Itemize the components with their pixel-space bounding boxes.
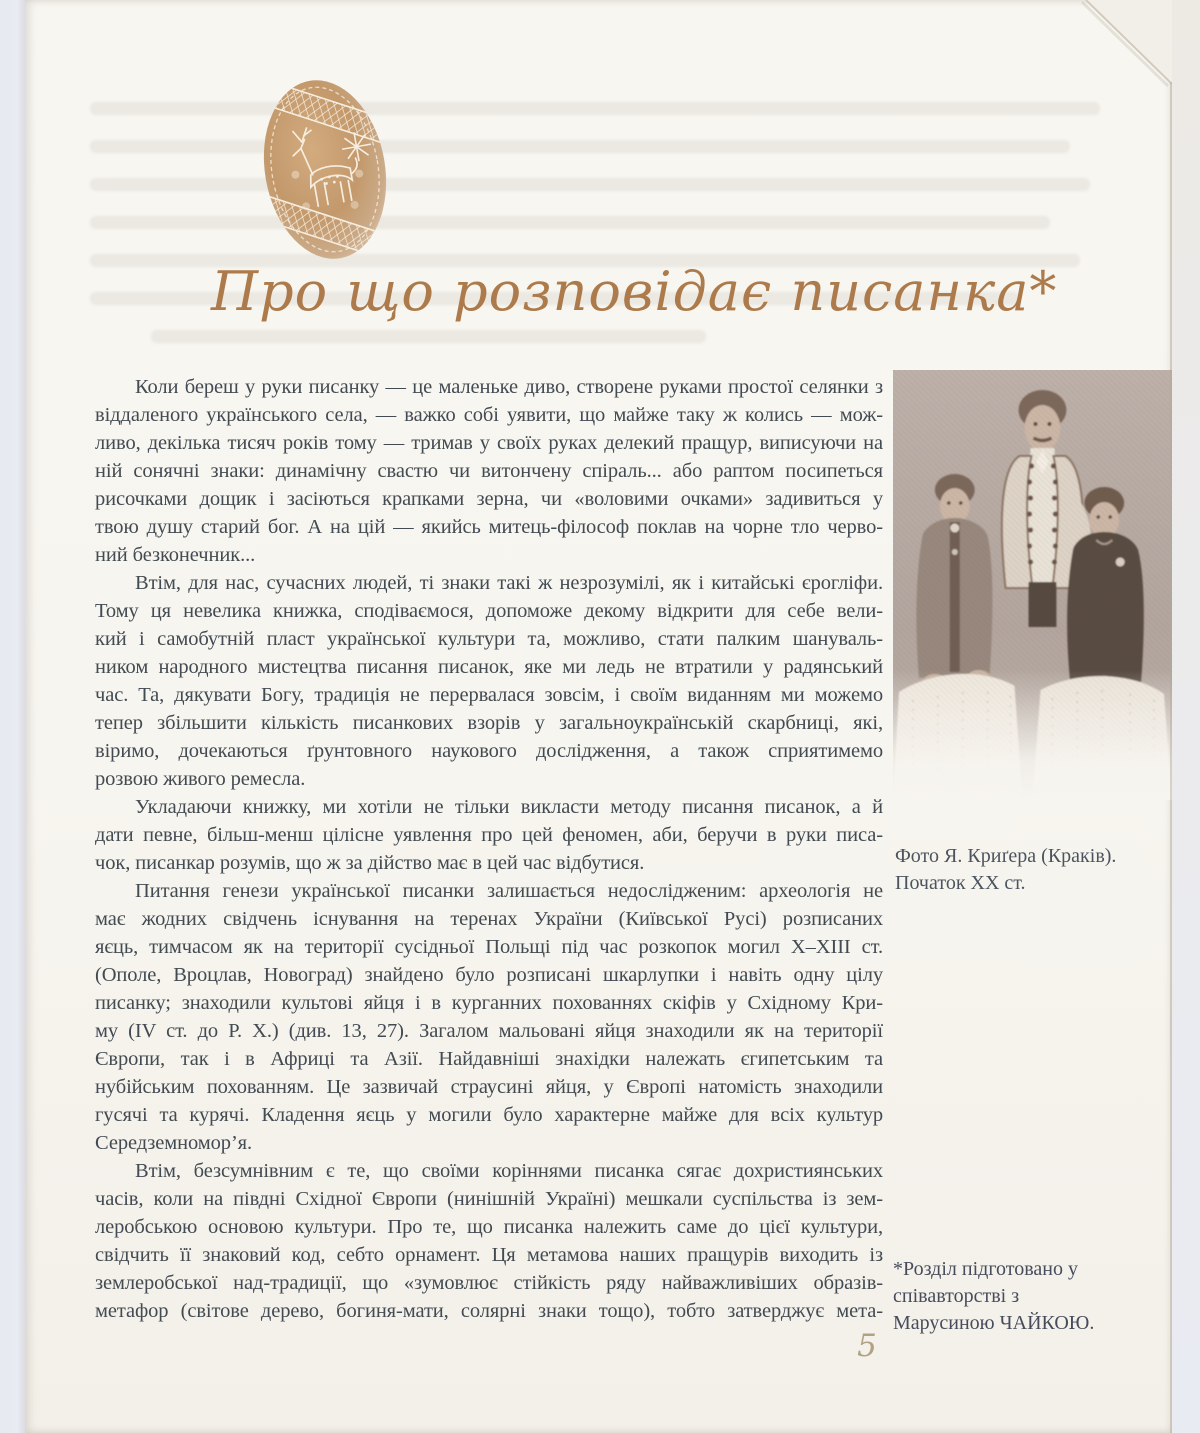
body-text-line: землеробської над-традиції, що «зумовлює стійкість ряду найважливіших образів- [95,1272,883,1294]
body-text-line: писанку; знаходили культові яйця і в курганних похованнях скіфів у Східному Кри- [95,992,883,1014]
body-text-line: Європи, так і в Африці та Азії. Найдавніші знахідки належать єгипетським та [95,1048,883,1070]
body-text-line: чок, писанкар розумів, що ж за дійство має в цей час відбутися. [95,852,645,874]
portrait-photo [893,370,1172,800]
body-text-line: Тому ця невелика книжка, сподіваємося, допоможе декому відкрити для себе вели- [95,600,883,622]
body-text-line: леробською основою культури. Про те, що писанка належить саме до цієї культури, [95,1216,883,1238]
body-text-line: тепер збільшити кількість писанкових взорів у загальноукраїнській скарбниці, які, [95,712,883,734]
photo-caption [895,843,1170,897]
photo-caption-line: Початок XX ст. [895,872,1026,894]
body-text-line: му (IV ст. до Р. Х.) (див. 13, 27). Загалом мальовані яйця знаходили як на території [95,1020,883,1042]
scanner-margin-left [0,0,25,1433]
body-text-line: розвою живого ремесла. [95,768,306,790]
photo-caption-line: Фото Я. Криґера (Краків). [895,845,1117,867]
body-text-line: твою душу старий бог. А на цій — якийсь митець-філософ поклав на чорне тло черво- [95,516,883,538]
body-text-line: Втім, безсумнівним є те, що своїми коріннями писанка сягає дохристиянських [135,1160,883,1182]
body-text-line: кий і самобутній пласт української культури та, можливо, стати палким шануваль- [95,628,883,650]
page-right-edge [1170,82,1172,1433]
body-text-line: дати певне, більш-менш цілісне уявлення про цей феномен, аби, беручи в руки писа- [95,824,883,846]
bleedthrough-line [90,102,1100,115]
body-text-line: має жодних свідчень існування на теренах України (Київської Русі) розписаних [95,908,883,930]
body-text-line: ливо, декілька тисяч років тому — тримав у своїх руках делекий пращур, виписуючи на [95,432,883,454]
body-text-line: часів, коли на півдні Східної Європи (нинішній Україні) мешкали суспільства із зем- [95,1188,883,1210]
pysanka-image [250,72,400,267]
page-number: 5 [857,1328,877,1364]
bleedthrough-line [90,178,1090,191]
footnote-line: співавторстві з [893,1285,1020,1307]
book-page [25,0,1172,1433]
bleedthrough-line [90,216,1050,229]
footnote [893,1256,1168,1337]
body-text-column [95,373,883,1325]
body-text-line: віддаленого українського села, — важко собі уявити, що майже таку ж колись — мож- [95,404,883,426]
body-text-line: Втім, для нас, сучасних людей, ті знаки такі ж незрозумілі, як і китайські єрогліфи. [135,572,883,594]
body-text-line: ній сонячні знаки: динамічну свастю чи витончену спіраль... або раптом посипеться [95,460,883,482]
body-text-line: ником народного мистецтва писання писанок, яке ми ледь не втратили у радянський [95,656,883,678]
body-text-line: віримо, дочекаються ґрунтовного наукового дослідження, а також сприятимемо [95,740,883,762]
bleedthrough-line [90,140,1070,153]
footnote-line: Марусиною ЧАЙКОЮ. [893,1312,1095,1334]
footnote-line: *Розділ підготовано у [893,1258,1078,1280]
body-text-line: рисочками дощик і засіються крапками зерна, чи «воловими очками» задивиться у [95,488,883,510]
body-text-line: Коли береш у руки писанку — це маленьке диво, створене руками простої селянки з [135,376,883,398]
body-text-line: Укладаючи книжку, ми хотіли не тільки викласти методу писання писанок, а й [135,796,883,818]
scanner-margin-right [1172,0,1200,1433]
body-text-line: нубійським похованням. Це зазвичай страусині яйця, у Європі натомість знаходили [95,1076,883,1098]
body-text-line: метафор (світове дерево, богиня-мати, солярні знаки тощо), тобто затверджує мета- [95,1300,883,1322]
body-text-line: свідчить її знаковий код, себто орнамент. Ця метамова наших пращурів виходить із [95,1244,883,1266]
body-text-line: Питання генези української писанки залишається недослідженим: археологія не [135,880,883,902]
body-text-line: (Ополе, Вроцлав, Новоград) знайдено було розписані шкарлупки і навіть одну цілу [95,964,883,986]
body-text-line: ний безконечник... [95,544,256,566]
body-text-line: Середземномор’я. [95,1132,253,1154]
body-text-line: яєць, тимчасом як на території сусідньої Польщі під час розкопок могил X–XIII ст. [95,936,883,958]
chapter-title: Про що розповідає писанка* [211,260,1058,323]
body-text-line: час. Та, дякувати Богу, традиція не перервалася зовсім, і своїм виданням ми можемо [95,684,883,706]
page-corner-fold [1080,0,1172,90]
body-text-line: гусячі та курячі. Кладення яєць у могили було характерне майже для всіх культур [95,1104,883,1126]
